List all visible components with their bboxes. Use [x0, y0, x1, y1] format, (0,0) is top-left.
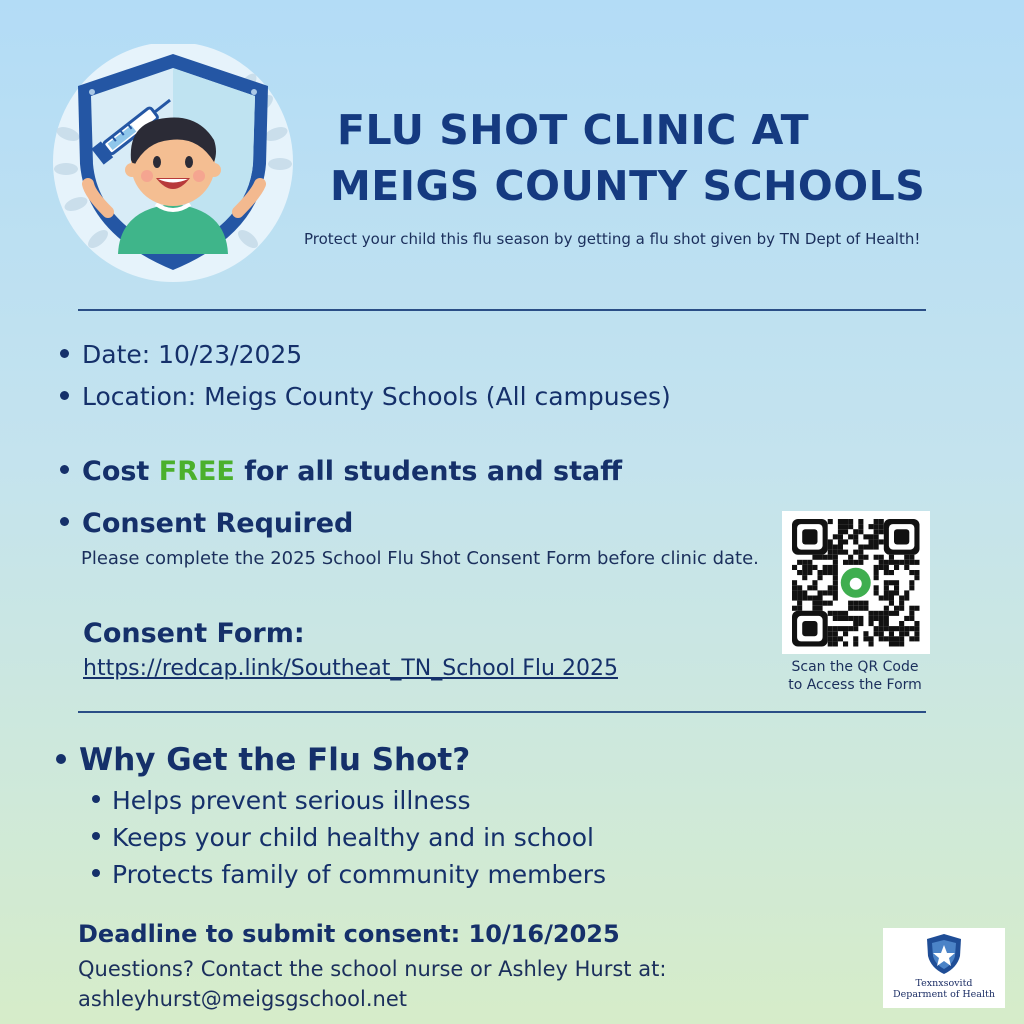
qr-module	[828, 539, 833, 544]
qr-module	[904, 565, 909, 570]
qr-module	[828, 590, 833, 595]
qr-module	[853, 539, 858, 544]
qr-module	[904, 560, 909, 565]
date-text: Date: 10/23/2025	[82, 340, 303, 369]
qr-module	[858, 519, 863, 524]
qr-module	[889, 590, 894, 595]
qr-module	[869, 636, 874, 641]
qr-module	[838, 529, 843, 534]
consent-title: Consent Required	[82, 508, 354, 539]
qr-module	[889, 641, 894, 646]
qr-module	[838, 550, 843, 555]
qr-module	[874, 519, 879, 524]
qr-module	[889, 631, 894, 636]
qr-module	[879, 555, 884, 560]
qr-module	[869, 616, 874, 621]
qr-module	[899, 631, 904, 636]
qr-module	[874, 616, 879, 621]
consent-form-label: Consent Form:	[83, 618, 305, 649]
qr-module	[858, 555, 863, 560]
qr-module	[833, 560, 838, 565]
qr-module	[863, 601, 868, 606]
qr-module	[879, 636, 884, 641]
qr-module	[869, 524, 874, 529]
qr-module	[838, 611, 843, 616]
qr-module	[904, 631, 909, 636]
qr-module	[812, 565, 817, 570]
qr-module	[843, 631, 848, 636]
qr-module	[823, 555, 828, 560]
consent-item	[60, 508, 353, 539]
qr-module	[863, 555, 868, 560]
qr-module	[869, 545, 874, 550]
list-item	[92, 860, 606, 889]
qr-module	[874, 626, 879, 631]
qr-module	[848, 534, 853, 539]
qr-module	[792, 606, 797, 611]
page-subtitle: Protect your child this flu season by getting a flu shot given by TN Dept of Health!	[304, 230, 921, 248]
qr-module	[869, 539, 874, 544]
qr-module	[792, 596, 797, 601]
why-item-text: Protects family of community members	[112, 860, 607, 889]
qr-module	[838, 626, 843, 631]
qr-module	[843, 611, 848, 616]
qr-module	[797, 606, 802, 611]
qr-module	[863, 534, 868, 539]
qr-module	[879, 524, 884, 529]
qr-module	[884, 590, 889, 595]
qr-module	[802, 575, 807, 580]
qr-center-mark	[850, 578, 862, 590]
qr-code[interactable]	[782, 511, 930, 654]
qr-module	[909, 626, 914, 631]
qr-module	[833, 596, 838, 601]
qr-module	[833, 590, 838, 595]
qr-module	[848, 519, 853, 524]
qr-module	[879, 539, 884, 544]
bullet-icon	[60, 391, 69, 400]
qr-module	[914, 570, 919, 575]
qr-module	[823, 570, 828, 575]
qr-module	[874, 524, 879, 529]
qr-module	[909, 570, 914, 575]
bullet-icon	[56, 754, 66, 764]
qr-module	[914, 636, 919, 641]
date-item	[60, 340, 302, 369]
qr-module	[879, 631, 884, 636]
qr-module	[899, 641, 904, 646]
qr-module	[838, 616, 843, 621]
qr-module	[843, 616, 848, 621]
location-text: Location: Meigs County Schools (All campuses)	[82, 382, 671, 411]
qr-module	[812, 585, 817, 590]
qr-module	[874, 545, 879, 550]
qr-module	[823, 565, 828, 570]
qr-module	[874, 631, 879, 636]
qr-module	[792, 590, 797, 595]
qr-module	[833, 636, 838, 641]
qr-module	[823, 601, 828, 606]
qr-module	[863, 545, 868, 550]
qr-module	[869, 611, 874, 616]
qr-module	[889, 636, 894, 641]
qr-module	[853, 636, 858, 641]
qr-module	[838, 545, 843, 550]
qr-module	[899, 560, 904, 565]
logo-text-line2: Deparment of Health	[893, 989, 995, 1000]
qr-module	[889, 601, 894, 606]
bullet-icon	[60, 465, 69, 474]
qr-module	[863, 631, 868, 636]
qr-module	[874, 555, 879, 560]
bullet-icon	[92, 869, 100, 877]
qr-module	[802, 570, 807, 575]
qr-module	[828, 570, 833, 575]
qr-module	[833, 545, 838, 550]
qr-module	[848, 606, 853, 611]
qr-module	[833, 616, 838, 621]
qr-module	[858, 545, 863, 550]
qr-module	[812, 606, 817, 611]
qr-module	[853, 560, 858, 565]
qr-module	[838, 636, 843, 641]
why-title-text: Why Get the Flu Shot?	[79, 742, 471, 778]
qr-module	[853, 550, 858, 555]
qr-module	[843, 550, 848, 555]
qr-module	[812, 580, 817, 585]
qr-module	[884, 626, 889, 631]
qr-module	[858, 621, 863, 626]
qr-module	[807, 560, 812, 565]
qr-module	[884, 596, 889, 601]
qr-module	[828, 519, 833, 524]
qr-finder	[802, 529, 817, 544]
qr-module	[914, 575, 919, 580]
qr-module	[894, 636, 899, 641]
qr-module	[802, 596, 807, 601]
qr-module	[812, 601, 817, 606]
qr-module	[899, 636, 904, 641]
qr-module	[792, 565, 797, 570]
qr-finder	[894, 529, 909, 544]
qr-module	[858, 560, 863, 565]
contact-email-link[interactable]: ashleyhurst@meigsgschool.net	[78, 987, 408, 1011]
qr-module	[853, 626, 858, 631]
bullet-icon	[92, 795, 100, 803]
qr-module	[802, 565, 807, 570]
qr-module	[909, 616, 914, 621]
cost-prefix: Cost	[82, 456, 159, 487]
divider-top	[78, 309, 926, 311]
qr-module	[797, 590, 802, 595]
location-item	[60, 382, 671, 411]
qr-module	[833, 565, 838, 570]
qr-module	[914, 631, 919, 636]
qr-module	[853, 621, 858, 626]
qr-module	[869, 641, 874, 646]
qr-module	[797, 570, 802, 575]
qr-module	[858, 550, 863, 555]
qr-code-image	[782, 511, 930, 654]
qr-module	[914, 560, 919, 565]
qr-module	[899, 606, 904, 611]
qr-module	[884, 560, 889, 565]
list-item	[92, 786, 471, 815]
qr-module	[828, 636, 833, 641]
qr-module	[879, 626, 884, 631]
qr-module	[848, 626, 853, 631]
qr-finder	[802, 621, 817, 636]
qr-module	[874, 534, 879, 539]
qr-module	[909, 636, 914, 641]
qr-module	[894, 560, 899, 565]
qr-module	[914, 621, 919, 626]
qr-module	[853, 606, 858, 611]
qr-module	[889, 596, 894, 601]
qr-module	[853, 529, 858, 534]
qr-module	[797, 601, 802, 606]
qr-module	[843, 524, 848, 529]
cost-suffix: for all students and staff	[234, 456, 623, 487]
qr-module	[889, 580, 894, 585]
qr-module	[884, 636, 889, 641]
qr-module	[874, 585, 879, 590]
qr-module	[874, 565, 879, 570]
qr-module	[894, 590, 899, 595]
qr-module	[914, 606, 919, 611]
qr-module	[797, 560, 802, 565]
qr-module	[894, 611, 899, 616]
qr-module	[807, 570, 812, 575]
why-title	[56, 742, 470, 778]
qr-module	[879, 616, 884, 621]
qr-module	[818, 601, 823, 606]
divider-middle	[78, 711, 926, 713]
qr-module	[843, 539, 848, 544]
qr-caption	[770, 658, 940, 694]
qr-module	[838, 539, 843, 544]
why-item-text: Helps prevent serious illness	[112, 786, 471, 815]
qr-module	[797, 596, 802, 601]
qr-module	[909, 606, 914, 611]
qr-module	[828, 545, 833, 550]
qr-module	[879, 596, 884, 601]
qr-module	[889, 560, 894, 565]
qr-module	[874, 590, 879, 595]
page-title-line1: FLU SHOT CLINIC AT	[337, 106, 810, 154]
qr-module	[818, 590, 823, 595]
qr-module	[879, 611, 884, 616]
cost-item	[60, 456, 622, 487]
qr-module	[899, 596, 904, 601]
qr-module	[909, 611, 914, 616]
qr-module	[848, 560, 853, 565]
qr-module	[833, 585, 838, 590]
qr-module	[904, 616, 909, 621]
qr-module	[889, 555, 894, 560]
qr-module	[858, 524, 863, 529]
qr-module	[853, 601, 858, 606]
qr-module	[879, 529, 884, 534]
qr-module	[818, 575, 823, 580]
qr-module	[812, 555, 817, 560]
qr-module	[889, 626, 894, 631]
qr-module	[853, 616, 858, 621]
qr-module	[838, 524, 843, 529]
qr-module	[869, 534, 874, 539]
qr-module	[874, 539, 879, 544]
qr-module	[894, 580, 899, 585]
qr-module	[884, 565, 889, 570]
qr-module	[899, 621, 904, 626]
qr-module	[884, 611, 889, 616]
qr-module	[909, 555, 914, 560]
qr-module	[828, 565, 833, 570]
qr-module	[879, 565, 884, 570]
qr-module	[833, 626, 838, 631]
qr-module	[879, 560, 884, 565]
qr-module	[874, 529, 879, 534]
qr-module	[833, 534, 838, 539]
qr-module	[904, 596, 909, 601]
qr-module	[848, 555, 853, 560]
qr-module	[828, 641, 833, 646]
qr-module	[899, 601, 904, 606]
qr-module	[899, 626, 904, 631]
qr-module	[874, 575, 879, 580]
qr-module	[838, 519, 843, 524]
qr-module	[879, 519, 884, 524]
qr-module	[853, 641, 858, 646]
qr-module	[797, 585, 802, 590]
qr-module	[833, 611, 838, 616]
list-item	[92, 823, 594, 852]
deadline-text: Deadline to submit consent: 10/16/2025	[78, 920, 620, 948]
qr-module	[828, 555, 833, 560]
qr-module	[853, 534, 858, 539]
qr-module	[894, 606, 899, 611]
qr-module	[904, 626, 909, 631]
qr-module	[858, 601, 863, 606]
qr-module	[818, 596, 823, 601]
qr-module	[818, 555, 823, 560]
qr-module	[838, 534, 843, 539]
qr-module	[869, 621, 874, 626]
qr-caption-line1: Scan the QR Code	[791, 659, 919, 675]
qr-module	[828, 585, 833, 590]
qr-module	[843, 519, 848, 524]
qr-module	[884, 585, 889, 590]
qr-module	[863, 636, 868, 641]
dept-health-logo	[883, 928, 1005, 1008]
qr-module	[828, 611, 833, 616]
qr-module	[843, 641, 848, 646]
star-shield-icon	[883, 928, 1005, 978]
qr-module	[879, 621, 884, 626]
qr-module	[909, 560, 914, 565]
logo-text-line1: Texnxsovitd	[915, 978, 973, 989]
qr-module	[894, 585, 899, 590]
qr-module	[802, 560, 807, 565]
qr-module	[823, 590, 828, 595]
qr-module	[828, 631, 833, 636]
qr-module	[843, 529, 848, 534]
qr-module	[843, 626, 848, 631]
qr-module	[884, 616, 889, 621]
qr-module	[812, 596, 817, 601]
qr-module	[858, 606, 863, 611]
bullet-icon	[60, 349, 69, 358]
qr-module	[848, 601, 853, 606]
cost-free-highlight: FREE	[158, 456, 235, 487]
qr-module	[802, 590, 807, 595]
qr-module	[894, 641, 899, 646]
qr-module	[833, 550, 838, 555]
page-title-line2: MEIGS COUNTY SCHOOLS	[330, 162, 926, 210]
qr-module	[833, 575, 838, 580]
qr-module	[884, 580, 889, 585]
qr-module	[843, 560, 848, 565]
qr-module	[833, 570, 838, 575]
qr-module	[818, 570, 823, 575]
qr-module	[807, 596, 812, 601]
qr-module	[858, 529, 863, 534]
qr-module	[858, 616, 863, 621]
qr-module	[807, 565, 812, 570]
why-item-text: Keeps your child healthy and in school	[112, 823, 594, 852]
qr-module	[833, 580, 838, 585]
qr-module	[874, 570, 879, 575]
qr-module	[828, 550, 833, 555]
qr-module	[833, 641, 838, 646]
qr-module	[863, 606, 868, 611]
contact-text: Questions? Contact the school nurse or Ashley Hurst at:	[78, 957, 667, 981]
qr-module	[884, 621, 889, 626]
qr-module	[889, 570, 894, 575]
qr-module	[807, 585, 812, 590]
qr-module	[848, 616, 853, 621]
qr-caption-line2: to Access the Form	[788, 677, 922, 693]
qr-module	[848, 524, 853, 529]
qr-module	[828, 601, 833, 606]
qr-module	[909, 580, 914, 585]
qr-module	[833, 631, 838, 636]
bullet-icon	[60, 517, 69, 526]
qr-module	[792, 580, 797, 585]
qr-module	[818, 606, 823, 611]
qr-module	[914, 626, 919, 631]
qr-module	[894, 626, 899, 631]
qr-module	[792, 585, 797, 590]
qr-module	[904, 590, 909, 595]
qr-module	[884, 570, 889, 575]
qr-module	[904, 555, 909, 560]
qr-module	[889, 611, 894, 616]
qr-module	[884, 606, 889, 611]
consent-note: Please complete the 2025 School Flu Shot Consent Form before clinic date.	[81, 548, 759, 569]
shield-child-illustration	[48, 44, 298, 284]
qr-module	[828, 626, 833, 631]
qr-module	[909, 585, 914, 590]
qr-module	[874, 611, 879, 616]
consent-form-link[interactable]: https://redcap.link/Southeat_TN_School Flu 2025	[83, 656, 618, 681]
qr-module	[833, 555, 838, 560]
bullet-icon	[92, 832, 100, 840]
qr-module	[894, 565, 899, 570]
